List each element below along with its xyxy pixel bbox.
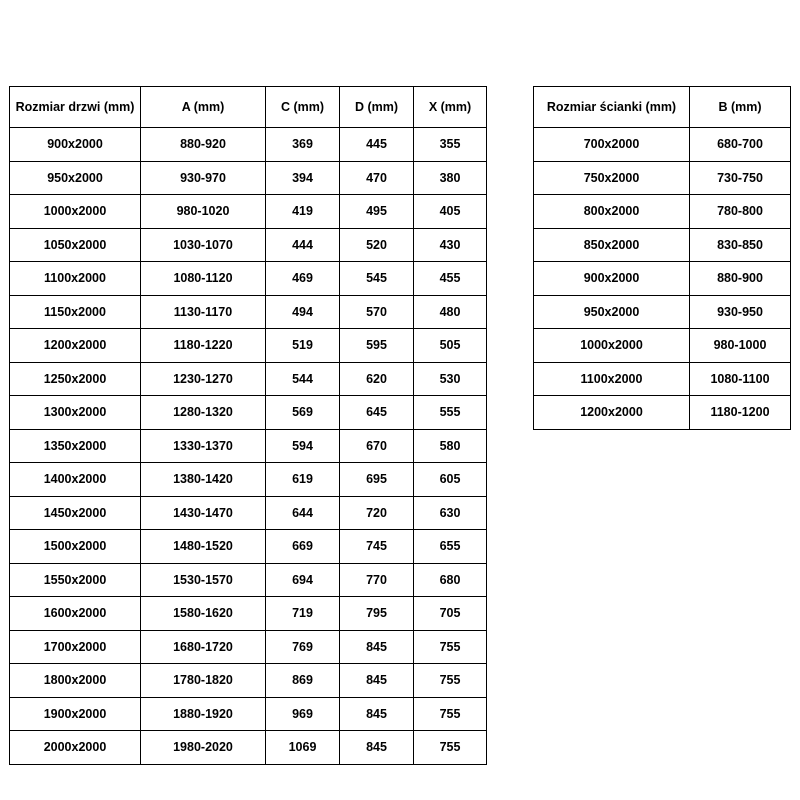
table-cell: 1380-1420 — [141, 463, 266, 497]
table-cell: 630 — [414, 496, 487, 530]
table-cell: 669 — [266, 530, 340, 564]
table-row — [10, 161, 487, 195]
table-row — [534, 195, 791, 229]
table-cell: 469 — [266, 262, 340, 296]
table-row — [10, 630, 487, 664]
table-cell: 1180-1200 — [690, 396, 791, 430]
table-cell: 694 — [266, 563, 340, 597]
table-header-row — [10, 87, 487, 128]
table-cell: 755 — [414, 630, 487, 664]
table-cell: 1880-1920 — [141, 697, 266, 731]
table-cell: 544 — [266, 362, 340, 396]
table-cell: 770 — [340, 563, 414, 597]
table-cell: 594 — [266, 429, 340, 463]
column-header: D (mm) — [340, 87, 414, 128]
table-cell: 769 — [266, 630, 340, 664]
table-cell: 520 — [340, 228, 414, 262]
table-cell: 1580-1620 — [141, 597, 266, 631]
table-cell: 1080-1100 — [690, 362, 791, 396]
table-cell: 845 — [340, 697, 414, 731]
row-label-cell: 1700x2000 — [10, 630, 141, 664]
table-cell: 780-800 — [690, 195, 791, 229]
table-cell: 419 — [266, 195, 340, 229]
table-row — [534, 295, 791, 329]
row-label-cell: 1800x2000 — [10, 664, 141, 698]
row-label-cell: 1550x2000 — [10, 563, 141, 597]
table-row — [10, 396, 487, 430]
table-row — [10, 496, 487, 530]
column-header: Rozmiar ścianki (mm) — [534, 87, 690, 128]
table-cell: 644 — [266, 496, 340, 530]
row-label-cell: 1050x2000 — [10, 228, 141, 262]
row-label-cell: 850x2000 — [534, 228, 690, 262]
table-cell: 505 — [414, 329, 487, 363]
table-cell: 720 — [340, 496, 414, 530]
table-cell: 545 — [340, 262, 414, 296]
table-cell: 930-970 — [141, 161, 266, 195]
row-label-cell: 1000x2000 — [534, 329, 690, 363]
table-cell: 1280-1320 — [141, 396, 266, 430]
table-cell: 595 — [340, 329, 414, 363]
table-cell: 605 — [414, 463, 487, 497]
table-row — [10, 563, 487, 597]
table-cell: 444 — [266, 228, 340, 262]
table-row — [534, 396, 791, 430]
table-cell: 655 — [414, 530, 487, 564]
table-cell: 930-950 — [690, 295, 791, 329]
table-cell: 755 — [414, 664, 487, 698]
table-cell: 430 — [414, 228, 487, 262]
row-label-cell: 1250x2000 — [10, 362, 141, 396]
table-cell: 470 — [340, 161, 414, 195]
table-cell: 355 — [414, 128, 487, 162]
table-cell: 1530-1570 — [141, 563, 266, 597]
row-label-cell: 1500x2000 — [10, 530, 141, 564]
row-label-cell: 1150x2000 — [10, 295, 141, 329]
column-header: X (mm) — [414, 87, 487, 128]
table-row — [10, 329, 487, 363]
row-label-cell: 750x2000 — [534, 161, 690, 195]
table-cell: 1480-1520 — [141, 530, 266, 564]
table-cell: 1080-1120 — [141, 262, 266, 296]
table-cell: 719 — [266, 597, 340, 631]
table-cell: 394 — [266, 161, 340, 195]
table-cell: 1130-1170 — [141, 295, 266, 329]
table-cell: 645 — [340, 396, 414, 430]
table-cell: 969 — [266, 697, 340, 731]
column-header: Rozmiar drzwi (mm) — [10, 87, 141, 128]
table-row — [10, 463, 487, 497]
row-label-cell: 1200x2000 — [10, 329, 141, 363]
column-header: B (mm) — [690, 87, 791, 128]
table-cell: 480 — [414, 295, 487, 329]
table-row — [10, 195, 487, 229]
column-header: A (mm) — [141, 87, 266, 128]
table-cell: 530 — [414, 362, 487, 396]
row-label-cell: 1350x2000 — [10, 429, 141, 463]
table-cell: 580 — [414, 429, 487, 463]
row-label-cell: 1450x2000 — [10, 496, 141, 530]
table-cell: 845 — [340, 630, 414, 664]
table-row — [534, 128, 791, 162]
table-cell: 519 — [266, 329, 340, 363]
table-row — [534, 262, 791, 296]
table-cell: 1069 — [266, 731, 340, 765]
row-label-cell: 2000x2000 — [10, 731, 141, 765]
table-cell: 745 — [340, 530, 414, 564]
row-label-cell: 800x2000 — [534, 195, 690, 229]
table-cell: 730-750 — [690, 161, 791, 195]
table-cell: 620 — [340, 362, 414, 396]
table-cell: 880-900 — [690, 262, 791, 296]
wall-size-table — [533, 86, 791, 430]
table-row — [10, 597, 487, 631]
table-row — [534, 161, 791, 195]
table-cell: 980-1000 — [690, 329, 791, 363]
table-cell: 980-1020 — [141, 195, 266, 229]
table-cell: 680-700 — [690, 128, 791, 162]
table-row — [534, 329, 791, 363]
table-row — [10, 429, 487, 463]
table-cell: 569 — [266, 396, 340, 430]
row-label-cell: 700x2000 — [534, 128, 690, 162]
table-cell: 1680-1720 — [141, 630, 266, 664]
row-label-cell: 1300x2000 — [10, 396, 141, 430]
row-label-cell: 1000x2000 — [10, 195, 141, 229]
table-cell: 405 — [414, 195, 487, 229]
row-label-cell: 1100x2000 — [10, 262, 141, 296]
table-cell: 755 — [414, 731, 487, 765]
table-cell: 680 — [414, 563, 487, 597]
table-cell: 619 — [266, 463, 340, 497]
table-cell: 1030-1070 — [141, 228, 266, 262]
table-cell: 1230-1270 — [141, 362, 266, 396]
row-label-cell: 1900x2000 — [10, 697, 141, 731]
row-label-cell: 900x2000 — [10, 128, 141, 162]
table-cell: 455 — [414, 262, 487, 296]
table-cell: 494 — [266, 295, 340, 329]
table-cell: 830-850 — [690, 228, 791, 262]
table-cell: 1780-1820 — [141, 664, 266, 698]
table-cell: 880-920 — [141, 128, 266, 162]
table-row — [534, 228, 791, 262]
table-cell: 1330-1370 — [141, 429, 266, 463]
table-row — [10, 664, 487, 698]
row-label-cell: 900x2000 — [534, 262, 690, 296]
table-row — [10, 128, 487, 162]
table-cell: 1430-1470 — [141, 496, 266, 530]
door-size-table — [9, 86, 487, 765]
table-row — [10, 697, 487, 731]
row-label-cell: 950x2000 — [10, 161, 141, 195]
table-cell: 755 — [414, 697, 487, 731]
table-row — [534, 362, 791, 396]
table-row — [10, 262, 487, 296]
column-header: C (mm) — [266, 87, 340, 128]
table-row — [10, 731, 487, 765]
table-cell: 369 — [266, 128, 340, 162]
table-cell: 555 — [414, 396, 487, 430]
table-cell: 670 — [340, 429, 414, 463]
table-cell: 380 — [414, 161, 487, 195]
table-cell: 795 — [340, 597, 414, 631]
row-label-cell: 950x2000 — [534, 295, 690, 329]
row-label-cell: 1600x2000 — [10, 597, 141, 631]
row-label-cell: 1400x2000 — [10, 463, 141, 497]
table-cell: 1180-1220 — [141, 329, 266, 363]
table-cell: 495 — [340, 195, 414, 229]
table-row — [10, 228, 487, 262]
table-cell: 1980-2020 — [141, 731, 266, 765]
table-cell: 845 — [340, 731, 414, 765]
table-row — [10, 295, 487, 329]
table-cell: 869 — [266, 664, 340, 698]
table-row — [10, 530, 487, 564]
table-cell: 695 — [340, 463, 414, 497]
table-cell: 845 — [340, 664, 414, 698]
table-header-row — [534, 87, 791, 128]
table-cell: 445 — [340, 128, 414, 162]
table-cell: 570 — [340, 295, 414, 329]
row-label-cell: 1100x2000 — [534, 362, 690, 396]
table-row — [10, 362, 487, 396]
table-cell: 705 — [414, 597, 487, 631]
row-label-cell: 1200x2000 — [534, 396, 690, 430]
